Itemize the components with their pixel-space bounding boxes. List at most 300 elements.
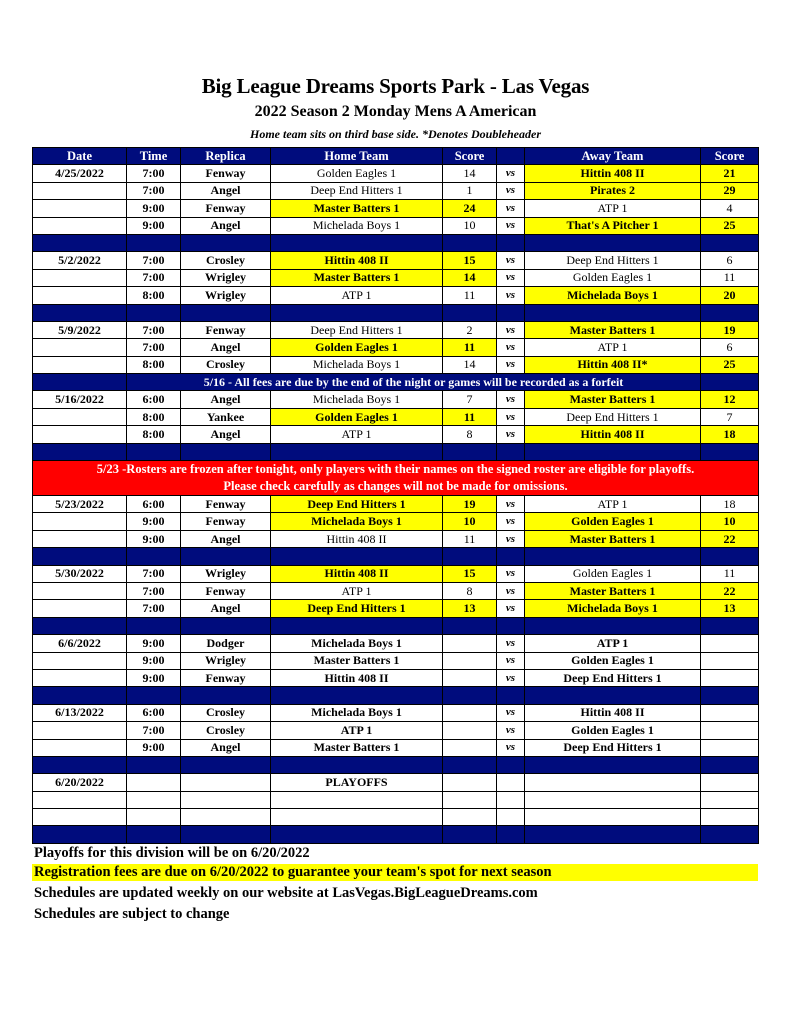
vs-label: vs bbox=[497, 269, 525, 286]
game-field: Angel bbox=[181, 426, 271, 443]
separator-cell bbox=[127, 548, 181, 565]
away-team: Michelada Boys 1 bbox=[525, 287, 701, 304]
vs-label: vs bbox=[497, 182, 525, 199]
separator-cell bbox=[525, 756, 701, 773]
game-date: 5/16/2022 bbox=[33, 391, 127, 408]
home-score: 8 bbox=[443, 426, 497, 443]
game-time: 7:00 bbox=[127, 722, 181, 739]
home-team: Golden Eagles 1 bbox=[271, 339, 443, 356]
empty-cell bbox=[701, 809, 759, 826]
separator-cell bbox=[127, 234, 181, 251]
game-date: 6/6/2022 bbox=[33, 635, 127, 652]
home-score bbox=[443, 669, 497, 686]
empty-cell bbox=[271, 809, 443, 826]
empty-cell bbox=[701, 791, 759, 808]
game-date: 5/30/2022 bbox=[33, 565, 127, 582]
home-team: Hittin 408 II bbox=[271, 565, 443, 582]
game-time: 8:00 bbox=[127, 426, 181, 443]
game-time: 9:00 bbox=[127, 217, 181, 234]
playoffs-label: PLAYOFFS bbox=[271, 774, 443, 791]
game-date bbox=[33, 669, 127, 686]
separator-cell bbox=[181, 548, 271, 565]
game-field: Angel bbox=[181, 339, 271, 356]
game-date bbox=[33, 287, 127, 304]
game-field: Fenway bbox=[181, 496, 271, 513]
vs-label: vs bbox=[497, 635, 525, 652]
game-date: 5/9/2022 bbox=[33, 321, 127, 338]
game-row bbox=[33, 600, 759, 617]
away-team: Pirates 2 bbox=[525, 182, 701, 199]
separator-row bbox=[33, 687, 759, 704]
home-team: Michelada Boys 1 bbox=[271, 704, 443, 721]
separator-cell bbox=[127, 304, 181, 321]
away-score: 6 bbox=[701, 339, 759, 356]
game-date bbox=[33, 408, 127, 425]
away-score: 4 bbox=[701, 200, 759, 217]
game-row bbox=[33, 182, 759, 199]
separator-cell bbox=[271, 756, 443, 773]
separator-cell bbox=[127, 617, 181, 634]
game-time: 9:00 bbox=[127, 200, 181, 217]
separator-cell bbox=[127, 826, 181, 843]
game-date: 5/23/2022 bbox=[33, 496, 127, 513]
game-date bbox=[33, 513, 127, 530]
game-row bbox=[33, 565, 759, 582]
empty-cell bbox=[497, 809, 525, 826]
table-header-row bbox=[33, 148, 759, 165]
empty-cell bbox=[525, 809, 701, 826]
away-score bbox=[701, 635, 759, 652]
away-team: Hittin 408 II* bbox=[525, 356, 701, 373]
away-score: 13 bbox=[701, 600, 759, 617]
separator-cell bbox=[701, 234, 759, 251]
empty-cell bbox=[497, 774, 525, 791]
game-field: Crosley bbox=[181, 722, 271, 739]
game-field: Wrigley bbox=[181, 652, 271, 669]
empty-cell bbox=[271, 791, 443, 808]
game-time: 9:00 bbox=[127, 739, 181, 756]
away-team: Golden Eagles 1 bbox=[525, 652, 701, 669]
empty-cell bbox=[443, 791, 497, 808]
game-field: Angel bbox=[181, 217, 271, 234]
away-score bbox=[701, 652, 759, 669]
away-team: Golden Eagles 1 bbox=[525, 513, 701, 530]
away-team: Golden Eagles 1 bbox=[525, 269, 701, 286]
roster-alert-line: 5/23 -Rosters are frozen after tonight, only players with their names on the signed roster are eligible for playoffs. bbox=[96, 462, 695, 477]
home-team: Hittin 408 II bbox=[271, 669, 443, 686]
separator-cell bbox=[525, 443, 701, 460]
separator-cell bbox=[181, 617, 271, 634]
header-away-score: Score bbox=[701, 148, 759, 165]
game-field: Angel bbox=[181, 182, 271, 199]
away-score: 18 bbox=[701, 426, 759, 443]
separator-cell bbox=[443, 756, 497, 773]
game-row bbox=[33, 339, 759, 356]
game-row bbox=[33, 704, 759, 721]
home-team: ATP 1 bbox=[271, 582, 443, 599]
game-date: 5/2/2022 bbox=[33, 252, 127, 269]
game-date: 6/13/2022 bbox=[33, 704, 127, 721]
away-score: 25 bbox=[701, 217, 759, 234]
home-score: 14 bbox=[443, 165, 497, 182]
home-score: 11 bbox=[443, 339, 497, 356]
header-replica: Replica bbox=[181, 148, 271, 165]
game-time: 6:00 bbox=[127, 391, 181, 408]
separator-cell bbox=[497, 617, 525, 634]
game-time: 6:00 bbox=[127, 496, 181, 513]
game-row bbox=[33, 582, 759, 599]
away-score: 29 bbox=[701, 182, 759, 199]
away-score: 10 bbox=[701, 513, 759, 530]
separator-row bbox=[33, 548, 759, 565]
separator-cell bbox=[497, 687, 525, 704]
separator-cell bbox=[33, 548, 127, 565]
header-home-team: Home Team bbox=[271, 148, 443, 165]
separator-cell bbox=[443, 304, 497, 321]
home-team: Michelada Boys 1 bbox=[271, 217, 443, 234]
game-row bbox=[33, 269, 759, 286]
home-score: 13 bbox=[443, 600, 497, 617]
game-row bbox=[33, 408, 759, 425]
away-score: 18 bbox=[701, 496, 759, 513]
away-team: ATP 1 bbox=[525, 496, 701, 513]
away-team: Golden Eagles 1 bbox=[525, 565, 701, 582]
separator-cell bbox=[271, 234, 443, 251]
header-time: Time bbox=[127, 148, 181, 165]
home-score: 24 bbox=[443, 200, 497, 217]
home-team: Michelada Boys 1 bbox=[271, 356, 443, 373]
separator-cell bbox=[33, 826, 127, 843]
game-date bbox=[33, 200, 127, 217]
separator-cell bbox=[271, 304, 443, 321]
vs-label: vs bbox=[497, 391, 525, 408]
game-row bbox=[33, 200, 759, 217]
game-time: 7:00 bbox=[127, 269, 181, 286]
empty-cell bbox=[33, 791, 127, 808]
home-score: 8 bbox=[443, 582, 497, 599]
home-score: 14 bbox=[443, 269, 497, 286]
game-time: 8:00 bbox=[127, 356, 181, 373]
separator-cell bbox=[497, 443, 525, 460]
game-date bbox=[33, 426, 127, 443]
away-score: 6 bbox=[701, 252, 759, 269]
separator-cell bbox=[701, 548, 759, 565]
home-score: 15 bbox=[443, 565, 497, 582]
empty-cell bbox=[181, 791, 271, 808]
game-row bbox=[33, 530, 759, 547]
game-date bbox=[33, 582, 127, 599]
separator-cell bbox=[271, 617, 443, 634]
header-date: Date bbox=[33, 148, 127, 165]
vs-label: vs bbox=[497, 669, 525, 686]
separator-cell bbox=[33, 443, 127, 460]
away-team: Master Batters 1 bbox=[525, 321, 701, 338]
game-date bbox=[33, 722, 127, 739]
vs-label: vs bbox=[497, 426, 525, 443]
away-score: 12 bbox=[701, 391, 759, 408]
vs-label: vs bbox=[497, 321, 525, 338]
separator-cell bbox=[271, 687, 443, 704]
home-score: 14 bbox=[443, 356, 497, 373]
game-field: Crosley bbox=[181, 252, 271, 269]
game-date bbox=[33, 652, 127, 669]
separator-cell bbox=[525, 304, 701, 321]
game-date bbox=[33, 530, 127, 547]
away-score: 20 bbox=[701, 287, 759, 304]
away-score: 21 bbox=[701, 165, 759, 182]
home-team: ATP 1 bbox=[271, 722, 443, 739]
game-field: Crosley bbox=[181, 704, 271, 721]
game-field: Fenway bbox=[181, 321, 271, 338]
doubleheader-note: Home team sits on third base side. *Denotes Doubleheader bbox=[250, 127, 541, 141]
roster-alert-row bbox=[33, 461, 759, 496]
game-date: 4/25/2022 bbox=[33, 165, 127, 182]
away-score: 11 bbox=[701, 565, 759, 582]
separator-cell bbox=[701, 304, 759, 321]
separator-cell bbox=[701, 687, 759, 704]
home-score: 11 bbox=[443, 287, 497, 304]
separator-row bbox=[33, 304, 759, 321]
vs-label: vs bbox=[497, 513, 525, 530]
game-field: Angel bbox=[181, 391, 271, 408]
away-team: That's A Pitcher 1 bbox=[525, 217, 701, 234]
home-team: Master Batters 1 bbox=[271, 652, 443, 669]
game-field: Wrigley bbox=[181, 269, 271, 286]
vs-label: vs bbox=[497, 739, 525, 756]
home-team: ATP 1 bbox=[271, 287, 443, 304]
schedule-table bbox=[32, 147, 759, 844]
game-date bbox=[33, 739, 127, 756]
vs-label: vs bbox=[497, 565, 525, 582]
separator-cell bbox=[525, 234, 701, 251]
vs-label: vs bbox=[497, 722, 525, 739]
away-team: ATP 1 bbox=[525, 339, 701, 356]
home-team: Hittin 408 II bbox=[271, 252, 443, 269]
separator-cell bbox=[271, 826, 443, 843]
home-score: 15 bbox=[443, 252, 497, 269]
separator-cell bbox=[33, 304, 127, 321]
home-team: ATP 1 bbox=[271, 426, 443, 443]
vs-label: vs bbox=[497, 252, 525, 269]
empty-cell bbox=[127, 774, 181, 791]
separator-cell bbox=[33, 617, 127, 634]
separator-row bbox=[33, 443, 759, 460]
home-team: Master Batters 1 bbox=[271, 200, 443, 217]
away-score bbox=[701, 722, 759, 739]
separator-cell bbox=[525, 617, 701, 634]
separator-cell bbox=[181, 756, 271, 773]
header-home-score: Score bbox=[443, 148, 497, 165]
game-row bbox=[33, 356, 759, 373]
separator-cell bbox=[127, 443, 181, 460]
separator-cell bbox=[701, 756, 759, 773]
empty-cell bbox=[33, 809, 127, 826]
separator-cell bbox=[271, 443, 443, 460]
home-team: Master Batters 1 bbox=[271, 269, 443, 286]
separator-cell bbox=[181, 304, 271, 321]
separator-cell bbox=[443, 826, 497, 843]
game-date bbox=[33, 356, 127, 373]
game-time: 7:00 bbox=[127, 600, 181, 617]
empty-cell bbox=[127, 809, 181, 826]
home-team: Master Batters 1 bbox=[271, 739, 443, 756]
game-time: 6:00 bbox=[127, 704, 181, 721]
home-team: Deep End Hitters 1 bbox=[271, 600, 443, 617]
home-team: Michelada Boys 1 bbox=[271, 391, 443, 408]
away-team: Michelada Boys 1 bbox=[525, 600, 701, 617]
game-row bbox=[33, 287, 759, 304]
separator-cell bbox=[497, 756, 525, 773]
separator-cell bbox=[525, 548, 701, 565]
separator-cell bbox=[701, 374, 759, 391]
game-field: Fenway bbox=[181, 669, 271, 686]
game-row bbox=[33, 669, 759, 686]
game-row bbox=[33, 496, 759, 513]
game-row bbox=[33, 165, 759, 182]
separator-cell bbox=[181, 687, 271, 704]
home-score bbox=[443, 722, 497, 739]
game-field: Fenway bbox=[181, 582, 271, 599]
separator-cell bbox=[271, 548, 443, 565]
game-row bbox=[33, 722, 759, 739]
game-field: Angel bbox=[181, 600, 271, 617]
home-score: 7 bbox=[443, 391, 497, 408]
home-score bbox=[443, 635, 497, 652]
home-score bbox=[443, 652, 497, 669]
away-team: Deep End Hitters 1 bbox=[525, 669, 701, 686]
playoffs-row bbox=[33, 774, 759, 791]
home-score: 1 bbox=[443, 182, 497, 199]
away-team: Hittin 408 II bbox=[525, 704, 701, 721]
game-row bbox=[33, 635, 759, 652]
vs-label: vs bbox=[497, 356, 525, 373]
game-field: Yankee bbox=[181, 408, 271, 425]
game-time: 9:00 bbox=[127, 669, 181, 686]
separator-cell bbox=[127, 756, 181, 773]
home-score: 11 bbox=[443, 530, 497, 547]
separator-cell bbox=[701, 617, 759, 634]
away-team: Hittin 408 II bbox=[525, 426, 701, 443]
game-row bbox=[33, 252, 759, 269]
separator-cell bbox=[497, 826, 525, 843]
away-score bbox=[701, 704, 759, 721]
game-time: 7:00 bbox=[127, 321, 181, 338]
separator-cell bbox=[181, 826, 271, 843]
away-score: 19 bbox=[701, 321, 759, 338]
game-field: Crosley bbox=[181, 356, 271, 373]
game-row bbox=[33, 217, 759, 234]
separator-cell bbox=[525, 687, 701, 704]
empty-cell bbox=[181, 809, 271, 826]
away-team: Master Batters 1 bbox=[525, 582, 701, 599]
game-time: 8:00 bbox=[127, 408, 181, 425]
home-team: Golden Eagles 1 bbox=[271, 165, 443, 182]
page-subtitle: 2022 Season 2 Monday Mens A American bbox=[254, 103, 537, 120]
roster-alert bbox=[33, 461, 759, 496]
home-score bbox=[443, 739, 497, 756]
away-team: ATP 1 bbox=[525, 635, 701, 652]
game-field: Dodger bbox=[181, 635, 271, 652]
game-row bbox=[33, 652, 759, 669]
empty-cell bbox=[181, 774, 271, 791]
registration-note: Registration fees are due on 6/20/2022 to guarantee your team's spot for next season bbox=[32, 864, 758, 881]
home-team: Hittin 408 II bbox=[271, 530, 443, 547]
vs-label: vs bbox=[497, 600, 525, 617]
separator-cell bbox=[443, 443, 497, 460]
separator-cell bbox=[443, 548, 497, 565]
separator-cell bbox=[443, 617, 497, 634]
separator-cell bbox=[497, 548, 525, 565]
game-field: Angel bbox=[181, 739, 271, 756]
away-team: ATP 1 bbox=[525, 200, 701, 217]
roster-alert-line: Please check carefully as changes will not be made for omissions. bbox=[223, 479, 568, 494]
game-time: 9:00 bbox=[127, 635, 181, 652]
separator-cell bbox=[701, 443, 759, 460]
away-score: 22 bbox=[701, 530, 759, 547]
game-time: 7:00 bbox=[127, 182, 181, 199]
game-time: 9:00 bbox=[127, 530, 181, 547]
home-score: 11 bbox=[443, 408, 497, 425]
game-time: 9:00 bbox=[127, 652, 181, 669]
home-team: Michelada Boys 1 bbox=[271, 513, 443, 530]
home-team: Golden Eagles 1 bbox=[271, 408, 443, 425]
separator-cell bbox=[181, 234, 271, 251]
separator-row bbox=[33, 234, 759, 251]
separator-cell bbox=[127, 687, 181, 704]
vs-label: vs bbox=[497, 652, 525, 669]
game-row bbox=[33, 391, 759, 408]
home-score: 19 bbox=[443, 496, 497, 513]
away-team: Golden Eagles 1 bbox=[525, 722, 701, 739]
header-away-team: Away Team bbox=[525, 148, 701, 165]
separator-row bbox=[33, 756, 759, 773]
away-score bbox=[701, 739, 759, 756]
vs-label: vs bbox=[497, 704, 525, 721]
page-title: Big League Dreams Sports Park - Las Vegas bbox=[201, 74, 590, 98]
separator-cell bbox=[497, 304, 525, 321]
home-score: 10 bbox=[443, 217, 497, 234]
home-score: 2 bbox=[443, 321, 497, 338]
empty-cell bbox=[443, 774, 497, 791]
home-team: Michelada Boys 1 bbox=[271, 635, 443, 652]
game-row bbox=[33, 321, 759, 338]
empty-cell bbox=[127, 791, 181, 808]
home-team: Deep End Hitters 1 bbox=[271, 321, 443, 338]
game-field: Angel bbox=[181, 530, 271, 547]
fee-banner-row bbox=[33, 374, 759, 391]
vs-label: vs bbox=[497, 200, 525, 217]
game-time: 8:00 bbox=[127, 287, 181, 304]
game-field: Fenway bbox=[181, 513, 271, 530]
vs-label: vs bbox=[497, 496, 525, 513]
game-row bbox=[33, 513, 759, 530]
game-field: Wrigley bbox=[181, 565, 271, 582]
home-team: Deep End Hitters 1 bbox=[271, 182, 443, 199]
header-vs bbox=[497, 148, 525, 165]
vs-label: vs bbox=[497, 217, 525, 234]
away-team: Hittin 408 II bbox=[525, 165, 701, 182]
game-row bbox=[33, 739, 759, 756]
home-score: 10 bbox=[443, 513, 497, 530]
separator-row bbox=[33, 617, 759, 634]
away-score bbox=[701, 669, 759, 686]
home-score bbox=[443, 704, 497, 721]
empty-row bbox=[33, 791, 759, 808]
playoffs-date: 6/20/2022 bbox=[33, 774, 127, 791]
vs-label: vs bbox=[497, 287, 525, 304]
separator-row bbox=[33, 826, 759, 843]
vs-label: vs bbox=[497, 165, 525, 182]
